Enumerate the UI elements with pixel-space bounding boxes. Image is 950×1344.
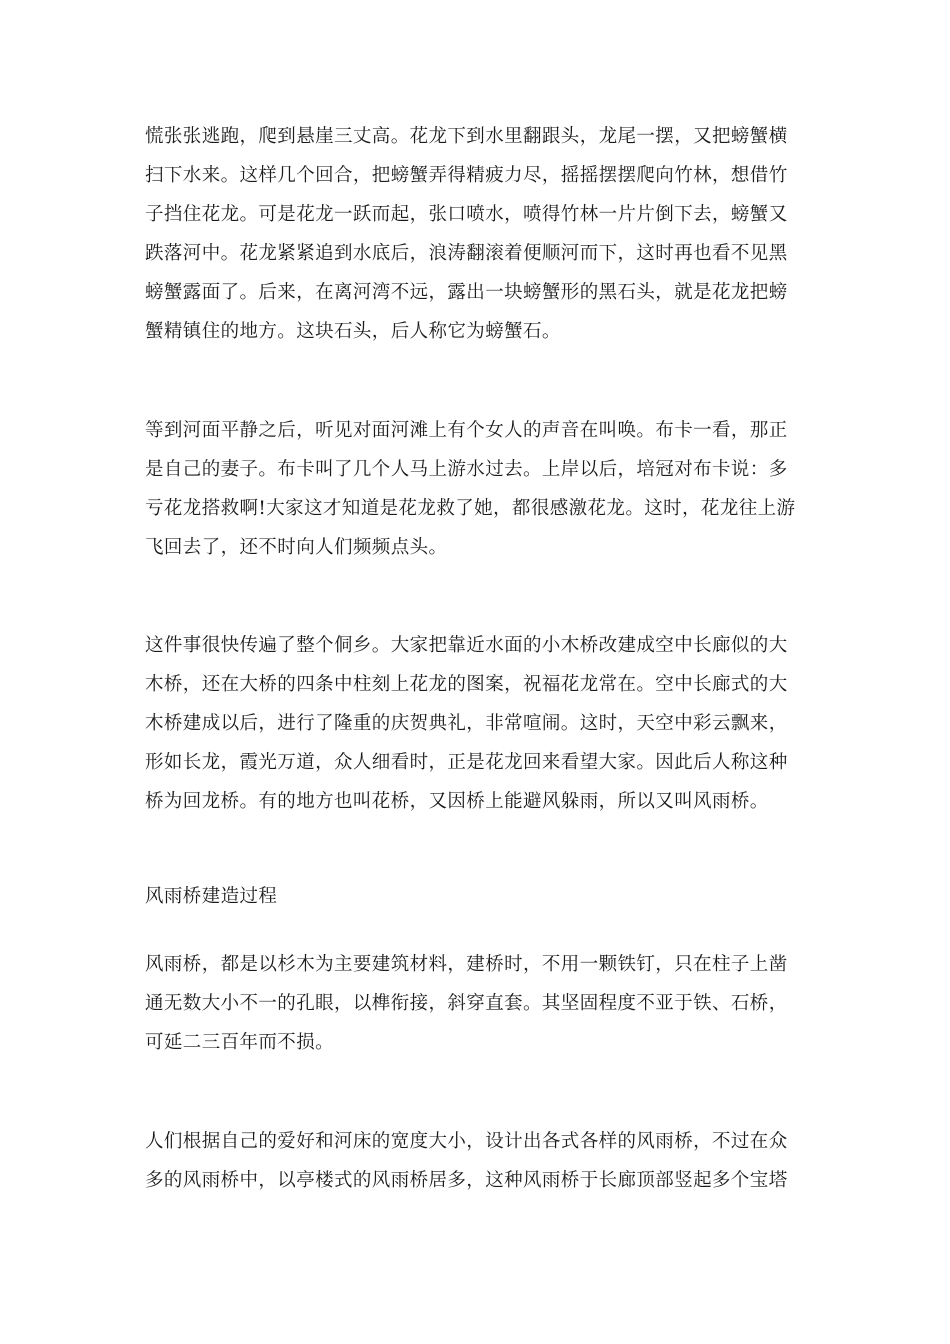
paragraph-line: 飞回去了，还不时向人们频频点头。 — [145, 537, 448, 558]
paragraph-line: 子挡住花龙。可是花龙一跃而起，张口喷水，喷得竹林一片片倒下去，螃蟹又 — [145, 204, 788, 225]
paragraph-line: 等到河面平静之后，听见对面河滩上有个女人的声音在叫唤。布卡一看，那正 — [145, 420, 788, 441]
section-heading: 风雨桥建造过程 — [145, 886, 278, 907]
paragraph-line: 扫下水来。这样几个回合，把螃蟹弄得精疲力尽，摇摇摆摆爬向竹林，想借竹 — [145, 165, 788, 186]
paragraph-line: 木桥建成以后，进行了隆重的庆贺典礼，非常喧闹。这时，天空中彩云飘来， — [145, 713, 788, 734]
paragraph-line: 人们根据自己的爱好和河床的宽度大小，设计出各式各样的风雨桥，不过在众 — [145, 1131, 788, 1152]
paragraph-line: 螃蟹露面了。后来，在离河湾不远，露出一块螃蟹形的黑石头，就是花龙把螃 — [145, 282, 788, 303]
paragraph-line: 蟹精镇住的地方。这块石头，后人称它为螃蟹石。 — [145, 321, 561, 342]
paragraph-line: 多的风雨桥中，以亭楼式的风雨桥居多，这种风雨桥于长廊顶部竖起多个宝塔 — [145, 1170, 788, 1191]
paragraph-line: 通无数大小不一的孔眼，以榫衔接，斜穿直套。其坚固程度不亚于铁、石桥， — [145, 993, 788, 1014]
paragraph-line: 是自己的妻子。布卡叫了几个人马上游水过去。上岸以后，培冠对布卡说：多 — [145, 459, 788, 480]
paragraph-line: 慌张张逃跑，爬到悬崖三丈高。花龙下到水里翻跟头，龙尾一摆，又把螃蟹横 — [145, 126, 788, 147]
paragraph-line: 木桥，还在大桥的四条中柱刻上花龙的图案，祝福花龙常在。空中长廊式的大 — [145, 674, 788, 695]
paragraph-line: 桥为回龙桥。有的地方也叫花桥，又因桥上能避风躲雨，所以又叫风雨桥。 — [145, 791, 769, 812]
paragraph-line: 形如长龙，霞光万道，众人细看时，正是花龙回来看望大家。因此后人称这种 — [145, 752, 788, 773]
paragraph-line: 跌落河中。花龙紧紧追到水底后，浪涛翻滚着便顺河而下，这时再也看不见黑 — [145, 243, 788, 264]
paragraph-line: 风雨桥，都是以杉木为主要建筑材料，建桥时，不用一颗铁钉，只在柱子上凿 — [145, 954, 788, 975]
paragraph-line: 可延二三百年而不损。 — [145, 1032, 335, 1053]
paragraph-line: 这件事很快传遍了整个侗乡。大家把靠近水面的小木桥改建成空中长廊似的大 — [145, 635, 788, 656]
paragraph-line: 亏花龙搭救啊!大家这才知道是花龙救了她，都很感激花龙。这时，花龙往上游 — [145, 498, 796, 519]
